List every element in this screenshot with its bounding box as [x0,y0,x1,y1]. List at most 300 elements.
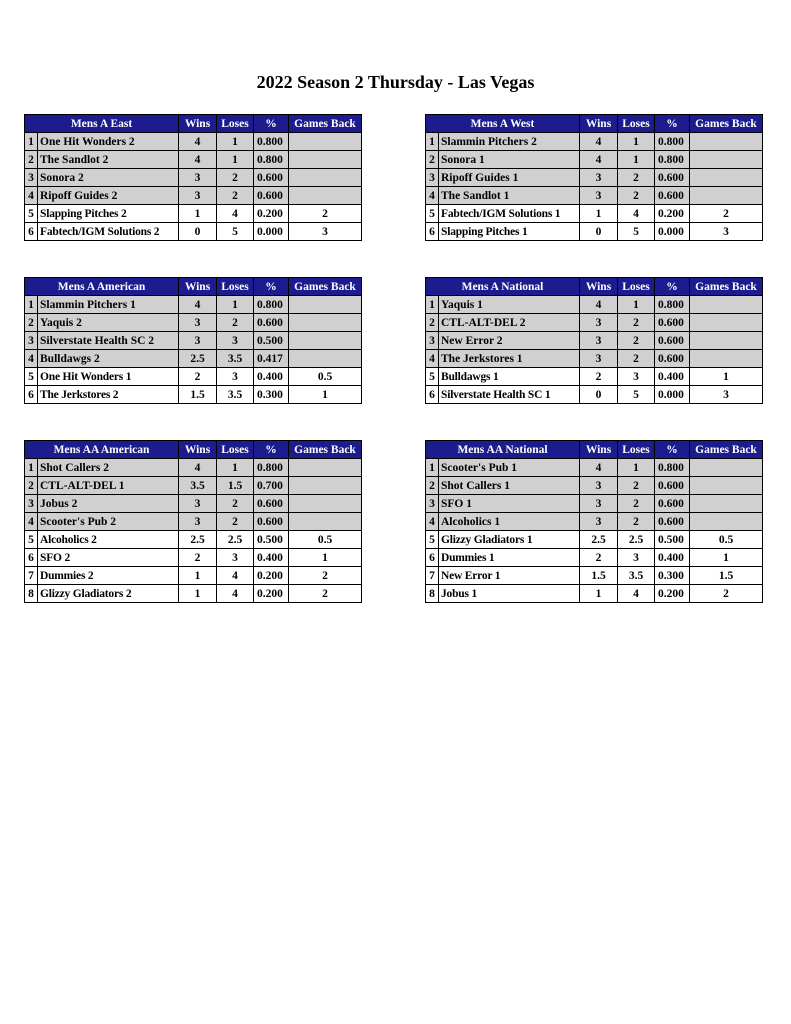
table-row [426,368,763,386]
wins: 1 [179,205,217,223]
loses: 2.5 [618,531,655,549]
win-pct: 0.400 [254,549,289,567]
win-pct: 0.200 [655,585,690,603]
team-name: Silverstate Health SC 2 [38,332,179,350]
table-row [25,459,362,477]
division-name: Mens A National [426,278,580,296]
loses: 2 [618,350,655,368]
rank: 6 [25,386,38,404]
games-back-header: Games Back [289,115,362,133]
table-row [25,386,362,404]
rank: 4 [426,513,439,531]
win-pct: 0.600 [655,169,690,187]
pct-header: % [254,441,289,459]
win-pct: 0.500 [254,332,289,350]
rank: 2 [426,314,439,332]
team-name: Bulldawgs 2 [38,350,179,368]
win-pct: 0.300 [655,567,690,585]
team-name: Scooter's Pub 2 [38,513,179,531]
team-name: One Hit Wonders 1 [38,368,179,386]
win-pct: 0.400 [655,368,690,386]
wins: 1.5 [179,386,217,404]
rank: 2 [426,151,439,169]
win-pct: 0.600 [655,332,690,350]
games-back: 2 [690,205,763,223]
team-name: SFO 1 [439,495,580,513]
wins: 3 [179,169,217,187]
loses: 1 [618,151,655,169]
games-back: 0.5 [289,531,362,549]
table-row [426,477,763,495]
games-back: 0.5 [289,368,362,386]
games-back [289,151,362,169]
win-pct: 0.800 [254,459,289,477]
wins: 0 [580,223,618,241]
games-back: 1 [289,549,362,567]
wins: 4 [580,151,618,169]
table-row [426,531,763,549]
games-back: 3 [690,223,763,241]
team-name: Shot Callers 2 [38,459,179,477]
loses: 2 [618,477,655,495]
team-name: Yaquis 2 [38,314,179,332]
games-back: 1 [690,549,763,567]
table-row [25,477,362,495]
rank: 5 [426,531,439,549]
games-back [690,169,763,187]
win-pct: 0.600 [655,513,690,531]
table-row [426,205,763,223]
team-name: The Jerkstores 2 [38,386,179,404]
wins: 3 [580,513,618,531]
wins: 1 [580,205,618,223]
loses: 2 [618,314,655,332]
wins: 3 [179,187,217,205]
team-name: Sonora 2 [38,169,179,187]
rank: 8 [426,585,439,603]
rank: 4 [426,187,439,205]
win-pct: 0.600 [655,350,690,368]
loses: 5 [618,223,655,241]
loses: 1 [618,296,655,314]
team-name: New Error 2 [439,332,580,350]
wins: 4 [580,459,618,477]
loses: 3 [217,332,254,350]
loses: 2 [618,187,655,205]
win-pct: 0.600 [254,513,289,531]
table-row [426,549,763,567]
team-name: Jobus 2 [38,495,179,513]
win-pct: 0.600 [655,495,690,513]
wins: 3 [179,495,217,513]
loses: 1 [217,296,254,314]
division-name: Mens A American [25,278,179,296]
win-pct: 0.400 [655,549,690,567]
rank: 2 [25,151,38,169]
games-back [690,459,763,477]
loses: 2 [618,332,655,350]
team-name: New Error 1 [439,567,580,585]
wins: 4 [179,296,217,314]
standings-table-mens-a-east [24,114,362,241]
win-pct: 0.200 [655,205,690,223]
win-pct: 0.800 [655,296,690,314]
loses: 2 [618,513,655,531]
team-name: Alcoholics 2 [38,531,179,549]
team-name: Dummies 1 [439,549,580,567]
games-back-header: Games Back [289,441,362,459]
header-row [426,115,763,133]
table-row [426,386,763,404]
games-back [690,187,763,205]
page-title: 2022 Season 2 Thursday - Las Vegas [256,72,535,92]
win-pct: 0.200 [254,205,289,223]
rank: 1 [25,133,38,151]
wins: 3 [580,332,618,350]
table-row [25,187,362,205]
rank: 3 [426,495,439,513]
win-pct: 0.800 [254,296,289,314]
wins: 3 [179,314,217,332]
loses: 2.5 [217,531,254,549]
header-row [25,115,362,133]
table-row [25,549,362,567]
team-name: Ripoff Guides 2 [38,187,179,205]
table-row [25,368,362,386]
wins: 0 [179,223,217,241]
games-back [690,332,763,350]
wins: 2.5 [179,350,217,368]
wins: 2 [580,549,618,567]
wins: 3 [179,513,217,531]
games-back-header: Games Back [690,441,763,459]
rank: 7 [426,567,439,585]
win-pct: 0.000 [655,386,690,404]
rank: 3 [426,169,439,187]
team-name: One Hit Wonders 2 [38,133,179,151]
loses: 2 [217,513,254,531]
games-back: 3 [690,386,763,404]
wins: 4 [179,459,217,477]
team-name: CTL-ALT-DEL 1 [38,477,179,495]
loses: 1.5 [217,477,254,495]
games-back [690,350,763,368]
loses: 1 [618,133,655,151]
table-row [25,169,362,187]
table-row [25,513,362,531]
games-back [690,495,763,513]
team-name: Glizzy Gladiators 2 [38,585,179,603]
pct-header: % [254,115,289,133]
games-back-header: Games Back [690,278,763,296]
loses-header: Loses [217,115,254,133]
header-row [25,278,362,296]
rank: 6 [426,386,439,404]
division-name: Mens AA American [25,441,179,459]
team-name: CTL-ALT-DEL 2 [439,314,580,332]
games-back [690,133,763,151]
team-name: Dummies 2 [38,567,179,585]
team-name: Slapping Pitches 1 [439,223,580,241]
header-row [426,278,763,296]
rank: 7 [25,567,38,585]
standings-table-mens-aa-national [425,440,763,603]
table-row [426,314,763,332]
loses: 1 [618,459,655,477]
rank: 1 [426,296,439,314]
rank: 4 [426,350,439,368]
rank: 3 [426,332,439,350]
table-row [25,495,362,513]
wins: 3 [580,169,618,187]
team-name: Ripoff Guides 1 [439,169,580,187]
rank: 6 [25,223,38,241]
games-back: 1 [289,386,362,404]
win-pct: 0.500 [655,531,690,549]
wins: 4 [580,296,618,314]
loses: 4 [217,585,254,603]
games-back [289,332,362,350]
table-row [25,350,362,368]
win-pct: 0.600 [655,187,690,205]
games-back-header: Games Back [690,115,763,133]
wins: 0 [580,386,618,404]
loses: 3 [618,549,655,567]
games-back [289,350,362,368]
loses-header: Loses [217,278,254,296]
wins: 3 [580,314,618,332]
wins-header: Wins [179,441,217,459]
team-name: Scooter's Pub 1 [439,459,580,477]
standings-table-mens-a-west [425,114,763,241]
wins: 3 [580,187,618,205]
wins-header: Wins [179,115,217,133]
rank: 2 [25,314,38,332]
wins-header: Wins [580,115,618,133]
loses: 3 [618,368,655,386]
rank: 6 [426,549,439,567]
rank: 1 [426,133,439,151]
games-back: 1.5 [690,567,763,585]
win-pct: 0.600 [254,187,289,205]
loses-header: Loses [618,441,655,459]
table-row [25,151,362,169]
team-name: Slammin Pitchers 2 [439,133,580,151]
wins-header: Wins [179,278,217,296]
rank: 1 [25,296,38,314]
table-row [25,314,362,332]
games-back [289,314,362,332]
win-pct: 0.417 [254,350,289,368]
wins: 3.5 [179,477,217,495]
team-name: Sonora 1 [439,151,580,169]
division-name: Mens A East [25,115,179,133]
division-name: Mens AA National [426,441,580,459]
table-row [426,187,763,205]
wins: 2 [179,368,217,386]
team-name: Fabtech/IGM Solutions 1 [439,205,580,223]
header-row [426,441,763,459]
table-row [25,332,362,350]
loses: 3.5 [217,386,254,404]
win-pct: 0.600 [254,314,289,332]
wins: 1.5 [580,567,618,585]
loses: 3 [217,549,254,567]
rank: 6 [25,549,38,567]
loses: 4 [217,205,254,223]
wins: 4 [179,133,217,151]
rank: 2 [426,477,439,495]
win-pct: 0.800 [655,459,690,477]
loses: 1 [217,133,254,151]
loses: 4 [618,205,655,223]
games-back [690,477,763,495]
loses-header: Loses [217,441,254,459]
table-row [426,513,763,531]
games-back [289,495,362,513]
pct-header: % [655,278,690,296]
loses: 3 [217,368,254,386]
standings-table-mens-a-american [24,277,362,404]
team-name: The Jerkstores 1 [439,350,580,368]
team-name: Yaquis 1 [439,296,580,314]
games-back [289,513,362,531]
loses: 2 [618,169,655,187]
loses: 2 [217,187,254,205]
games-back: 2 [289,585,362,603]
games-back [289,296,362,314]
table-row [426,169,763,187]
win-pct: 0.400 [254,368,289,386]
table-row [25,205,362,223]
win-pct: 0.600 [655,477,690,495]
pct-header: % [655,115,690,133]
header-row [25,441,362,459]
wins: 1 [580,585,618,603]
games-back: 2 [289,205,362,223]
win-pct: 0.500 [254,531,289,549]
team-name: Alcoholics 1 [439,513,580,531]
wins: 3 [580,350,618,368]
win-pct: 0.800 [655,151,690,169]
rank: 5 [426,205,439,223]
rank: 4 [25,187,38,205]
wins: 2.5 [179,531,217,549]
win-pct: 0.700 [254,477,289,495]
win-pct: 0.600 [254,495,289,513]
table-row [25,223,362,241]
team-name: The Sandlot 1 [439,187,580,205]
games-back: 3 [289,223,362,241]
rank: 2 [25,477,38,495]
games-back [289,133,362,151]
table-row [426,567,763,585]
win-pct: 0.000 [254,223,289,241]
table-row [426,459,763,477]
table-row [25,567,362,585]
rank: 4 [25,513,38,531]
wins: 1 [179,567,217,585]
loses-header: Loses [618,115,655,133]
rank: 3 [25,495,38,513]
team-name: Fabtech/IGM Solutions 2 [38,223,179,241]
team-name: Silverstate Health SC 1 [439,386,580,404]
win-pct: 0.800 [655,133,690,151]
rank: 3 [25,169,38,187]
games-back-header: Games Back [289,278,362,296]
team-name: Bulldawgs 1 [439,368,580,386]
team-name: Shot Callers 1 [439,477,580,495]
wins: 1 [179,585,217,603]
wins: 3 [580,495,618,513]
table-row [426,350,763,368]
team-name: SFO 2 [38,549,179,567]
loses: 3.5 [217,350,254,368]
division-name: Mens A West [426,115,580,133]
games-back: 2 [289,567,362,585]
win-pct: 0.800 [254,151,289,169]
games-back [690,151,763,169]
games-back [289,187,362,205]
pct-header: % [655,441,690,459]
games-back [690,296,763,314]
rank: 5 [426,368,439,386]
standings-table-mens-a-national [425,277,763,404]
win-pct: 0.600 [254,169,289,187]
games-back [289,169,362,187]
loses: 2 [217,169,254,187]
win-pct: 0.600 [655,314,690,332]
rank: 1 [426,459,439,477]
loses: 2 [217,314,254,332]
win-pct: 0.300 [254,386,289,404]
table-row [426,332,763,350]
loses: 1 [217,459,254,477]
table-row [25,531,362,549]
team-name: The Sandlot 2 [38,151,179,169]
wins: 3 [580,477,618,495]
win-pct: 0.200 [254,585,289,603]
games-back: 2 [690,585,763,603]
table-row [426,495,763,513]
games-back: 1 [690,368,763,386]
win-pct: 0.200 [254,567,289,585]
table-row [25,133,362,151]
wins: 4 [179,151,217,169]
table-row [25,585,362,603]
standings-table-mens-aa-american [24,440,362,603]
rank: 5 [25,368,38,386]
wins-header: Wins [580,441,618,459]
rank: 8 [25,585,38,603]
rank: 4 [25,350,38,368]
loses: 4 [217,567,254,585]
team-name: Jobus 1 [439,585,580,603]
pct-header: % [254,278,289,296]
table-row [25,296,362,314]
wins: 4 [580,133,618,151]
table-row [426,585,763,603]
table-row [426,223,763,241]
table-row [426,296,763,314]
games-back [289,459,362,477]
wins: 2 [580,368,618,386]
loses: 5 [217,223,254,241]
wins: 2.5 [580,531,618,549]
games-back [690,314,763,332]
table-row [426,151,763,169]
team-name: Slapping Pitches 2 [38,205,179,223]
